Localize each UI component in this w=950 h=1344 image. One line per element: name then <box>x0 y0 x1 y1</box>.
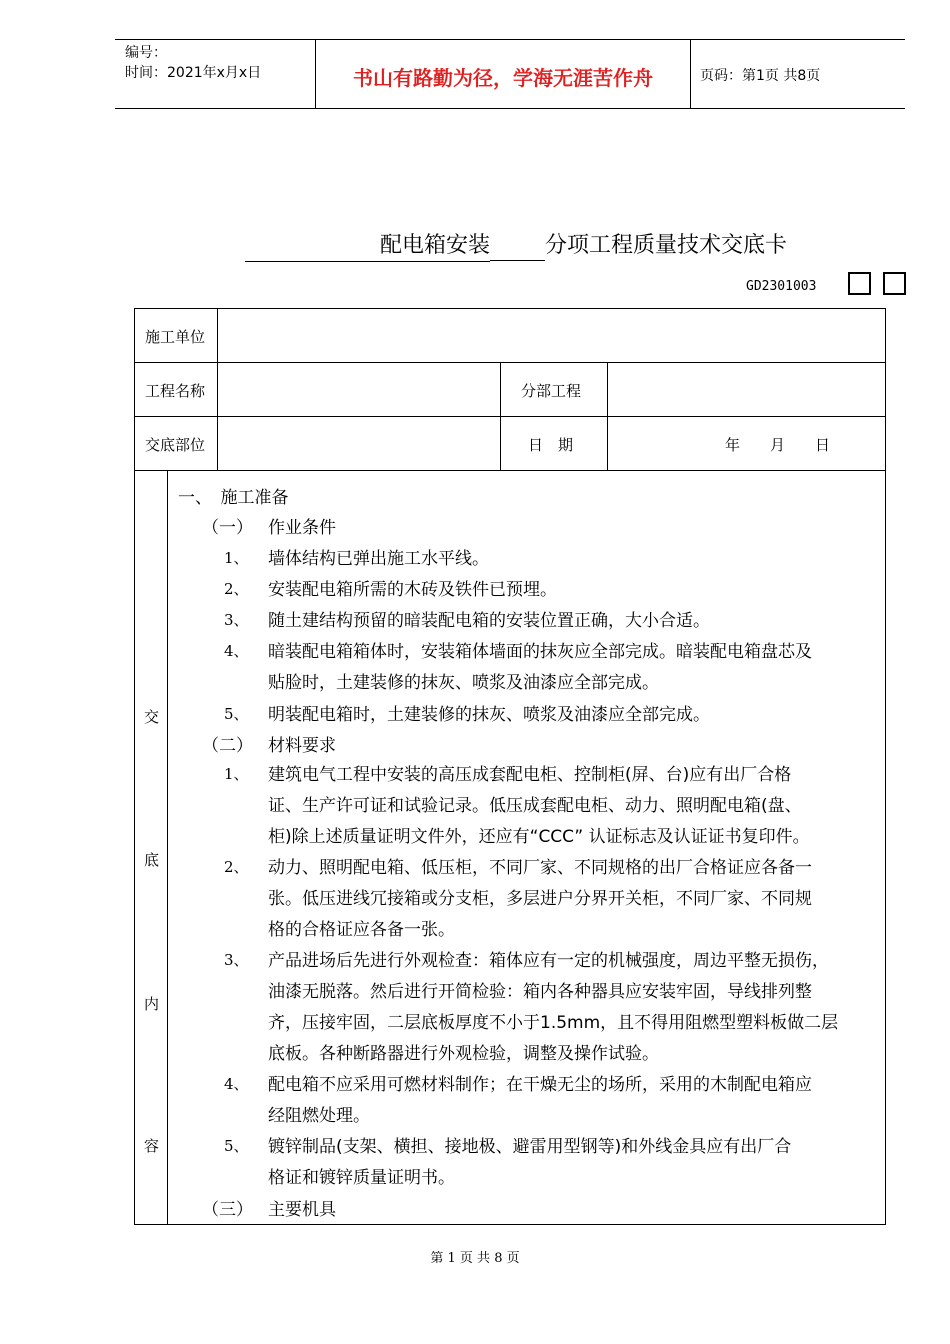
item-line: 张。低压进线冗接箱或分支柜，多层进户分界开关柜，不同厂家、不同规 <box>268 889 812 909</box>
header-page-cell <box>690 40 905 108</box>
subsection-title: 主要机具 <box>268 1200 336 1220</box>
item-line: 安装配电箱所需的木砖及铁件已预埋。 <box>268 580 557 600</box>
item-line: 随土建结构预留的暗装配电箱的安装位置正确，大小合适。 <box>268 611 710 631</box>
checkbox-1[interactable] <box>848 272 871 295</box>
item-line: 证、生产许可证和试验记录。低压成套配电柜、动力、照明配电箱(盘、 <box>268 796 802 816</box>
item-line: 动力、照明配电箱、低压柜，不同厂家、不同规格的出厂合格证应各备一 <box>268 858 812 878</box>
side-char: 底 <box>144 851 160 869</box>
side-char: 容 <box>144 1137 160 1155</box>
item-number: 5、 <box>224 705 249 723</box>
subsection-title: 材料要求 <box>268 736 336 756</box>
item-line: 柜)除上述质量证明文件外，还应有“CCC” 认证标志及认证证书复印件。 <box>268 827 810 847</box>
divider <box>217 417 218 470</box>
header-meta <box>115 40 315 108</box>
date-label: 日 期 <box>528 436 574 454</box>
item-number: 4、 <box>224 1075 249 1093</box>
side-char: 内 <box>144 995 160 1013</box>
item-number: 4、 <box>224 642 249 660</box>
item-line: 经阻燃处理。 <box>268 1106 370 1126</box>
item-line: 格证和镀锌质量证明书。 <box>268 1168 455 1188</box>
item-number: 2、 <box>224 580 249 598</box>
date-value: 年 月 日 <box>725 436 831 454</box>
motto: 书山有路勤为径，学海无涯苦作舟 <box>353 66 653 90</box>
project-name-label: 工程名称 <box>145 382 206 400</box>
item-number: 2、 <box>224 858 249 876</box>
item-line: 格的合格证应各备一张。 <box>268 920 455 940</box>
number-label: 编号： <box>125 45 167 61</box>
sub-project-label: 分部工程 <box>521 382 582 400</box>
row-handover-part <box>135 417 885 471</box>
divider <box>607 363 608 416</box>
item-number: 3、 <box>224 611 249 629</box>
item-line: 墙体结构已弹出施工水平线。 <box>268 549 489 569</box>
divider <box>500 417 501 470</box>
item-line: 产品进场后先进行外观检查：箱体应有一定的机械强度，周边平整无损伤， <box>268 951 829 971</box>
item-number: 5、 <box>224 1137 249 1155</box>
item-line: 齐，压接牢固，二层底板厚度不小于1.5mm，且不得用阻燃型塑料板做二层 <box>268 1013 839 1033</box>
subsection-mark: （三） <box>202 1200 253 1220</box>
page-info: 页码：第1页 共8页 <box>700 68 821 84</box>
subsection-title: 作业条件 <box>268 518 336 538</box>
document-code: GD2301003 <box>746 279 817 294</box>
title-item: 配电箱安装 <box>245 228 490 262</box>
construction-unit-label: 施工单位 <box>145 328 206 346</box>
header-motto-cell <box>315 40 691 108</box>
time-label: 时间：2021年x月x日 <box>125 65 262 81</box>
document-title <box>245 228 787 262</box>
page-footer: 第 1 页 共 8 页 <box>430 1251 520 1266</box>
row-construction-unit <box>135 309 885 363</box>
title-suffix: 分项工程质量技术交底卡 <box>545 233 788 258</box>
item-line: 油漆无脱落。然后进行开简检验：箱内各种器具应安装牢固，导线排列整 <box>268 982 812 1002</box>
divider <box>500 363 501 416</box>
handover-table <box>134 308 886 1225</box>
row-project-name <box>135 363 885 417</box>
title-blank <box>490 233 545 261</box>
divider <box>217 309 218 362</box>
item-line: 建筑电气工程中安装的高压成套配电柜、控制柜(屏、台)应有出厂合格 <box>268 765 792 785</box>
page-header <box>115 39 905 109</box>
content-side-label <box>135 471 168 1224</box>
divider <box>217 363 218 416</box>
item-line: 配电箱不应采用可燃材料制作；在干燥无尘的场所，采用的木制配电箱应 <box>268 1075 812 1095</box>
item-number: 1、 <box>224 765 249 783</box>
item-line: 暗装配电箱箱体时，安装箱体墙面的抹灰应全部完成。暗装配电箱盘芯及 <box>268 642 812 662</box>
item-line: 贴脸时，土建装修的抹灰、喷浆及油漆应全部完成。 <box>268 673 659 693</box>
subsection-mark: （二） <box>202 736 253 756</box>
divider <box>607 417 608 470</box>
section-heading: 一、 施工准备 <box>178 488 289 508</box>
item-number: 1、 <box>224 549 249 567</box>
handover-content <box>168 471 885 1224</box>
side-char: 交 <box>144 708 160 726</box>
item-number: 3、 <box>224 951 249 969</box>
item-line: 明装配电箱时，土建装修的抹灰、喷浆及油漆应全部完成。 <box>268 705 710 725</box>
handover-part-label: 交底部位 <box>145 436 206 454</box>
subsection-mark: （一） <box>202 518 253 538</box>
checkbox-2[interactable] <box>883 272 906 295</box>
item-line: 镀锌制品(支架、横担、接地极、避雷用型钢等)和外线金具应有出厂合 <box>268 1137 792 1157</box>
item-line: 底板。各种断路器进行外观检验，调整及操作试验。 <box>268 1044 659 1064</box>
